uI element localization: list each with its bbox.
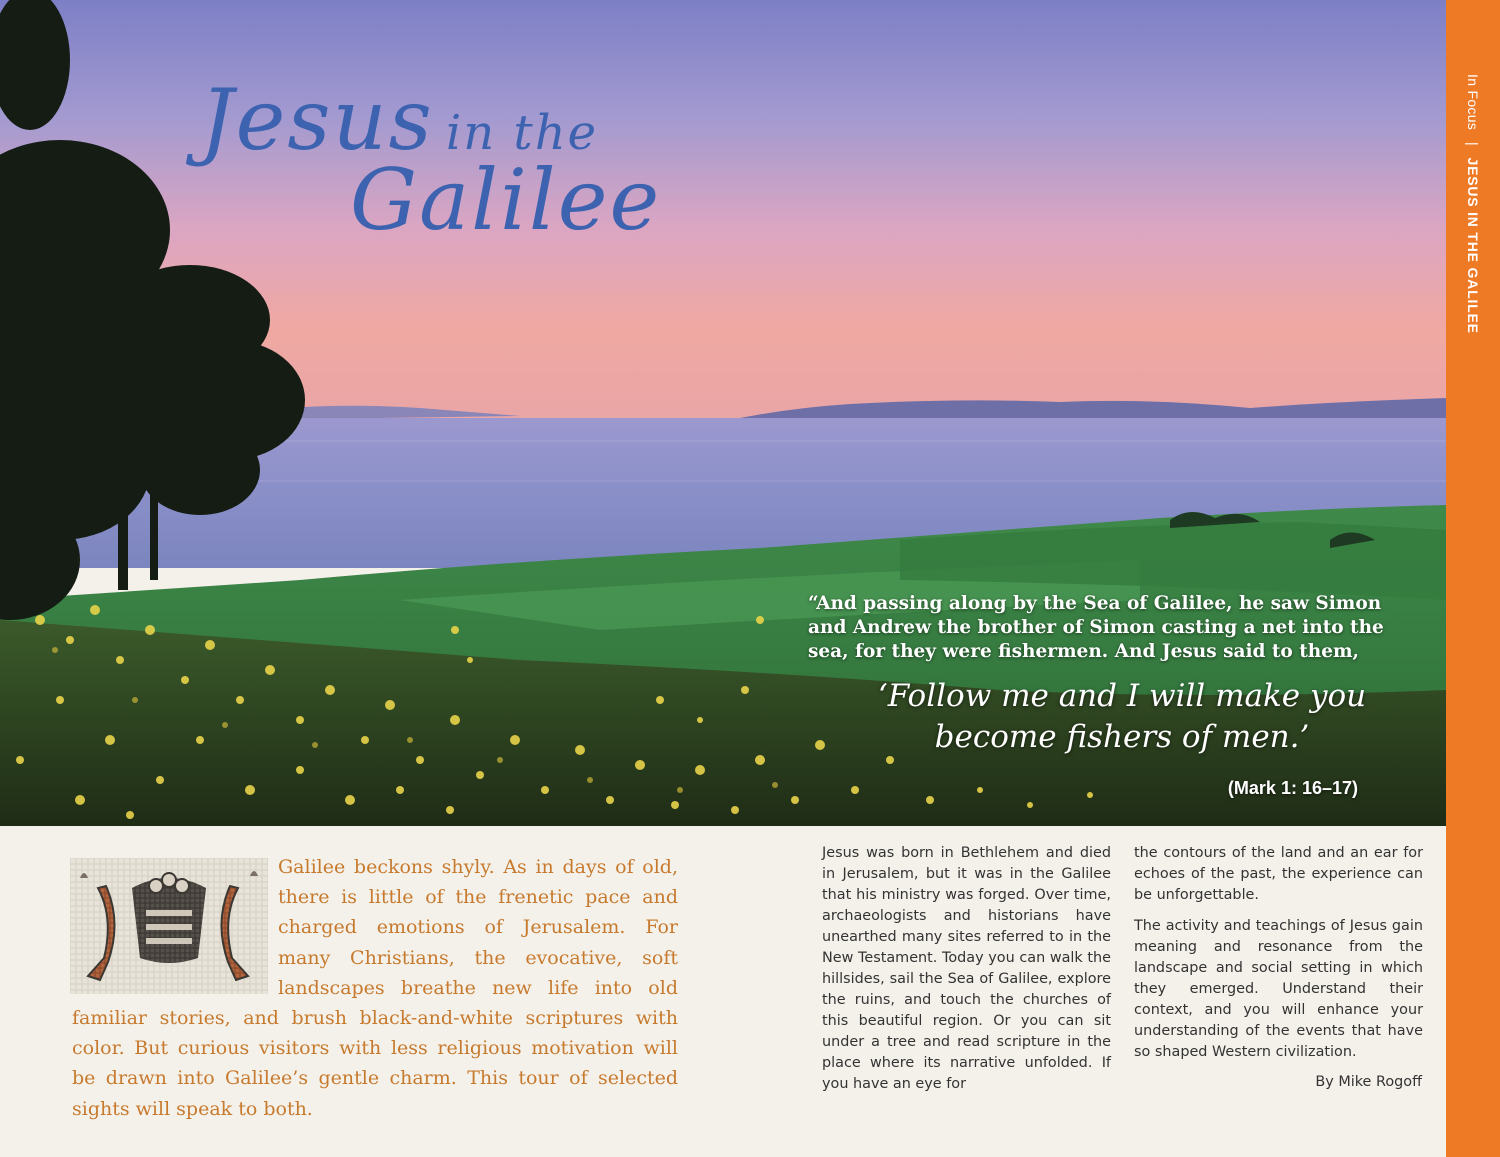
scripture-quote-lead: “And passing along by the Sea of Galilee, he saw Simon and Andrew the brother of Simon casting a net into the sea, for they were fishermen. And Jesus said to them,	[808, 593, 1384, 662]
mosaic-wrap-space	[72, 852, 278, 1000]
body-paragraph: Jesus was born in Bethlehem and died in Jerusalem, but it was in the Galilee that his ministry was forged. Over time, archaeologists and historians have unearthed many sites referred to in the New Testament. Today you can walk the hillsides, sail the Sea of Galilee, explore the ruins, and touch the churches of this beautiful region. Or you can sit under a tree and read scripture in the place where its narrative unfolded. If you have an eye for	[822, 845, 1111, 1092]
scripture-citation: (Mark 1: 16–17)	[1227, 778, 1358, 798]
body-column-1	[822, 843, 1111, 1105]
title-word-jesus: Jesus	[200, 71, 434, 169]
intro-text: Galilee beckons shyly. As in days of old, there is little of the frenetic pace and charged emotions of Jerusalem. For many Christians, the evocative, soft landscapes breathe new life into old familiar stories, and brush black-and-white scriptures with color. But curious visitors with less religious motivation will be drawn into Galilee’s gentle charm. This tour of selected sights will speak to both.	[72, 856, 678, 1120]
title-words-in-the: in the	[445, 105, 599, 161]
body-column-2	[1134, 843, 1423, 1073]
body-paragraph: the contours of the land and an ear for echoes of the past, the experience can be unforgettable.	[1134, 845, 1423, 903]
author-byline: By Mike Rogoff	[1315, 1074, 1422, 1090]
body-paragraph: The activity and teachings of Jesus gain meaning and resonance from the landscape and social setting in which they emerged. Understand their context, and you will enhance your understanding of the events that have so shaped Western civilization.	[1134, 918, 1423, 1060]
side-tab-topic: JESUS IN THE GALILEE	[1465, 157, 1481, 334]
article-title	[200, 71, 662, 249]
side-tab-separator: |	[1465, 141, 1481, 146]
side-tab-section: In Focus	[1465, 74, 1481, 131]
section-side-tab	[1446, 0, 1500, 1157]
intro-paragraph	[72, 852, 678, 1124]
side-tab-label	[1460, 74, 1486, 334]
scripture-quote-highlight: ‘Follow me and I will make you become fishers of men.’	[877, 678, 1367, 755]
title-word-galilee: Galilee	[350, 151, 662, 249]
